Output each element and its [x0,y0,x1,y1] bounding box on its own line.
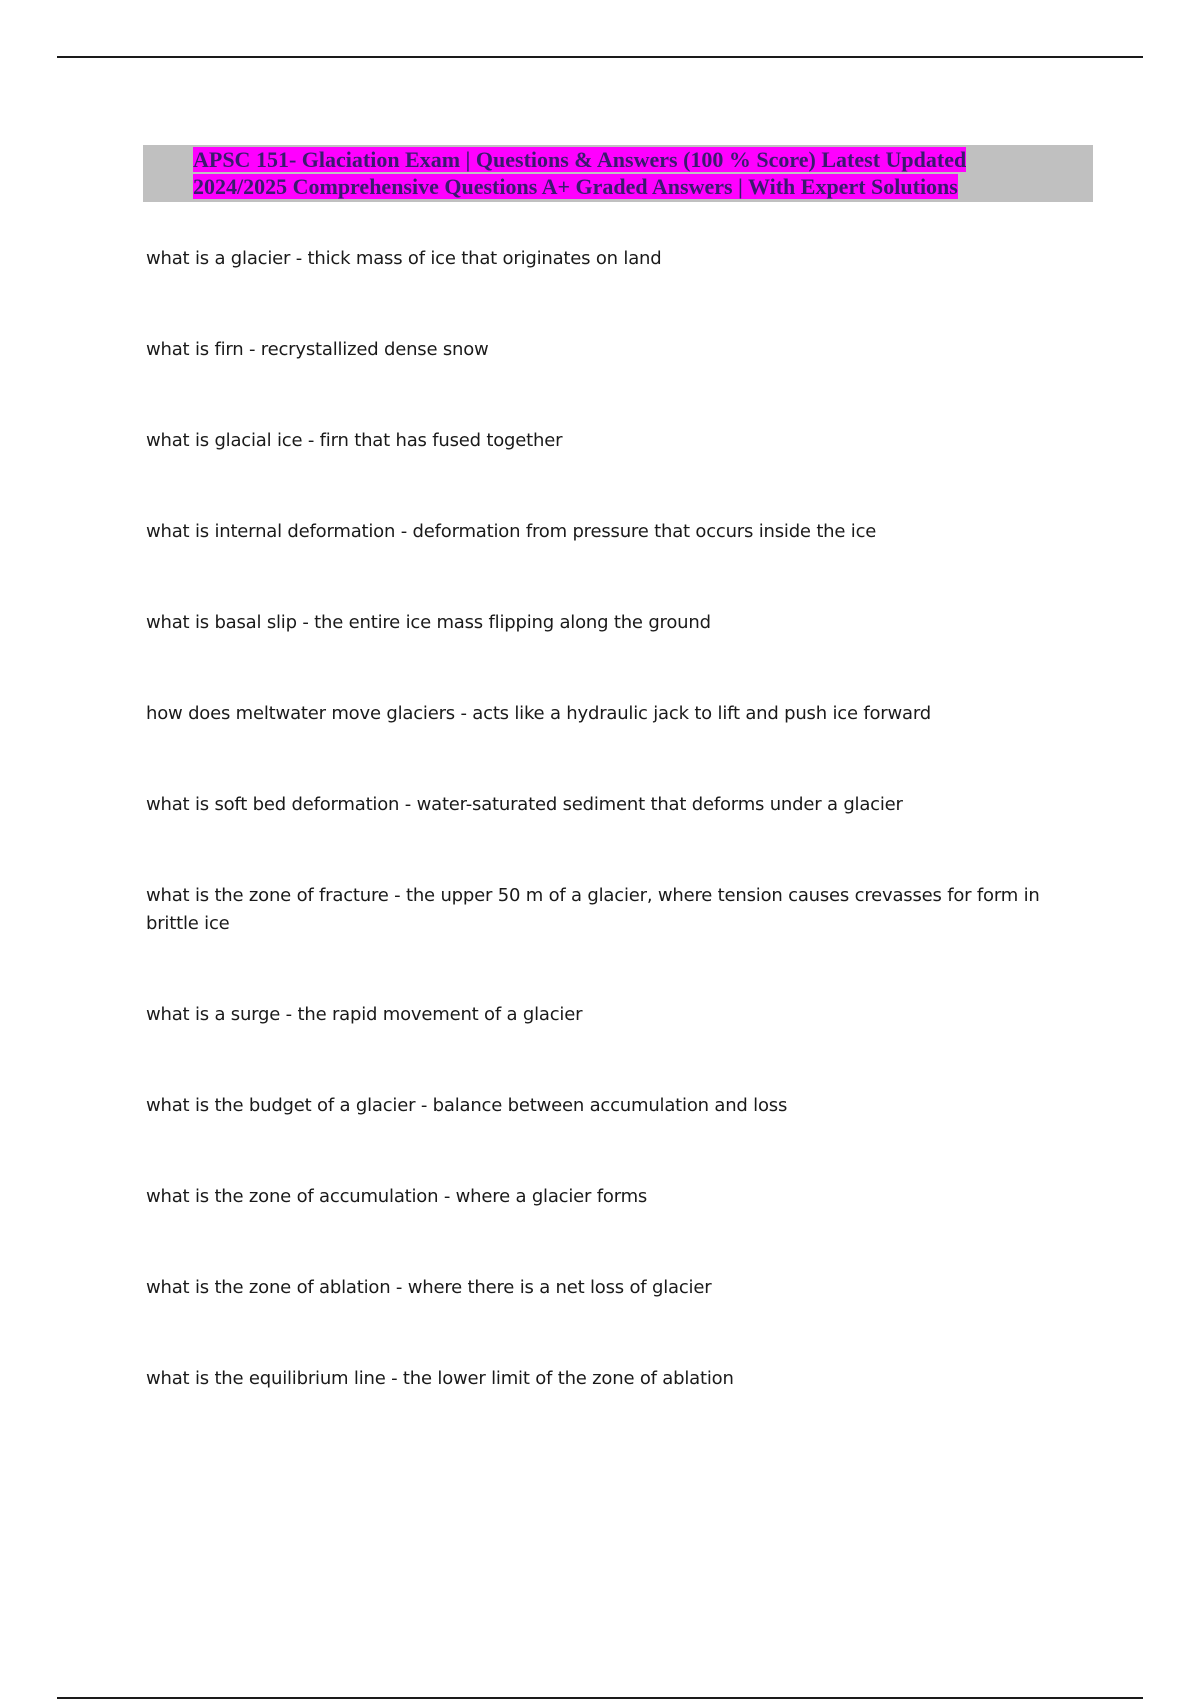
qa-item-equilibrium-line: what is the equilibrium line - the lower limit of the zone of ablation [146,1368,734,1389]
title-line-1: APSC 151- Glaciation Exam | Questions & Answers (100 % Score) Latest Updated [193,147,967,172]
qa-item-basal-slip: what is basal slip - the entire ice mass flipping along the ground [146,612,711,633]
title-line-2: 2024/2025 Comprehensive Questions A+ Graded Answers | With Expert Solutions [193,174,958,199]
qa-item-zone-of-fracture: what is the zone of fracture - the upper 50 m of a glacier, where tension causes crevasses for form in brittle ice [146,885,1040,934]
qa-item-glacier: what is a glacier - thick mass of ice that originates on land [146,248,662,269]
qa-item-surge: what is a surge - the rapid movement of a glacier [146,1004,583,1025]
qa-item-internal-deformation: what is internal deformation - deformation from pressure that occurs inside the ice [146,521,877,542]
qa-item-budget: what is the budget of a glacier - balance between accumulation and loss [146,1095,788,1116]
qa-item-zone-of-ablation: what is the zone of ablation - where there is a net loss of glacier [146,1277,712,1298]
qa-item-glacial-ice: what is glacial ice - firn that has fused together [146,430,563,451]
bottom-rule [57,1697,1143,1699]
qa-item-meltwater: how does meltwater move glaciers - acts like a hydraulic jack to lift and push ice forward [146,703,931,724]
document-title [193,146,1043,200]
qa-item-firn: what is firn - recrystallized dense snow [146,339,489,360]
qa-item-zone-of-accumulation: what is the zone of accumulation - where a glacier forms [146,1186,648,1207]
top-rule [57,56,1143,58]
qa-item-soft-bed-deformation: what is soft bed deformation - water-saturated sediment that deforms under a glacier [146,794,903,815]
